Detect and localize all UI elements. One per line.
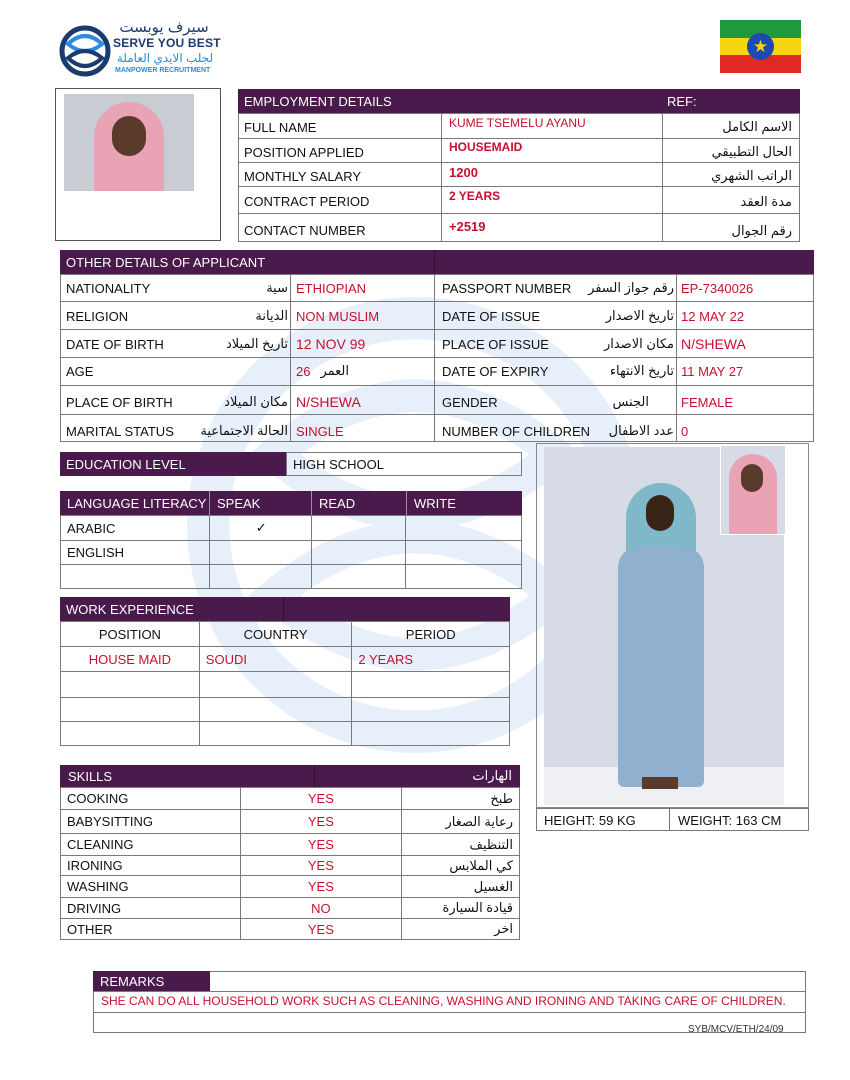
monthly-salary-value: 1200 bbox=[449, 165, 478, 180]
place-of-birth-value: N/SHEWA bbox=[296, 394, 361, 410]
work-row-period: 2 YEARS bbox=[352, 647, 510, 672]
position-applied-label: POSITION APPLIED bbox=[244, 145, 364, 160]
skill-name: DRIVING bbox=[61, 898, 241, 919]
other-details-table bbox=[60, 274, 814, 442]
work-col-period: PERIOD bbox=[352, 622, 510, 647]
ethiopia-flag bbox=[720, 20, 801, 73]
contract-period-label: CONTRACT PERIOD bbox=[244, 194, 370, 209]
language-row-write bbox=[406, 516, 522, 541]
work-row-country bbox=[199, 698, 352, 722]
place-of-birth-label: PLACE OF BIRTH bbox=[66, 395, 173, 410]
inset-photo bbox=[720, 445, 786, 535]
gender-label: GENDER bbox=[442, 395, 498, 410]
work-row-country: SOUDI bbox=[199, 647, 352, 672]
passport-photo-frame bbox=[55, 88, 221, 241]
skills-table bbox=[60, 787, 520, 940]
weight-value: WEIGHT: 163 CM bbox=[678, 813, 782, 828]
work-row-country bbox=[199, 722, 352, 746]
skill-value: YES bbox=[240, 919, 401, 940]
gender-arabic: الجنس bbox=[612, 394, 649, 409]
date-of-expiry-label: DATE OF EXPIRY bbox=[442, 364, 549, 379]
work-row-country bbox=[199, 672, 352, 698]
work-experience-header: WORK EXPERIENCE bbox=[60, 597, 510, 621]
language-row-speak bbox=[209, 565, 311, 589]
date-of-birth-arabic: تاريخ الميلاد bbox=[225, 336, 288, 351]
place-of-birth-arabic: مكان الميلاد bbox=[224, 394, 288, 409]
contact-number-value: +2519 bbox=[449, 219, 486, 234]
language-row-name: ENGLISH bbox=[61, 541, 210, 565]
number-of-children-value: 0 bbox=[681, 424, 689, 439]
skills-header-arabic: الهارات bbox=[472, 768, 512, 783]
marital-status-value: SINGLE bbox=[296, 424, 344, 439]
full-name-label: FULL NAME bbox=[244, 120, 317, 135]
position-applied-value: HOUSEMAID bbox=[449, 140, 523, 154]
number-of-children-arabic: عدد الاطفال bbox=[608, 423, 674, 438]
skill-name: OTHER bbox=[61, 919, 241, 940]
skill-arabic: طبخ bbox=[402, 788, 520, 810]
position-applied-arabic: الحال التطبيقي bbox=[711, 144, 792, 159]
date-of-issue-value: 12 MAY 22 bbox=[681, 309, 745, 324]
date-of-issue-label: DATE OF ISSUE bbox=[442, 309, 540, 324]
skill-value: YES bbox=[240, 876, 401, 898]
education-label: EDUCATION LEVEL bbox=[60, 452, 286, 476]
skill-value: NO bbox=[240, 898, 401, 919]
place-of-issue-value: N/SHEWA bbox=[681, 336, 746, 352]
skill-arabic: الغسيل bbox=[402, 876, 520, 898]
work-row-position: HOUSE MAID bbox=[61, 647, 200, 672]
work-row-period bbox=[352, 722, 510, 746]
language-header bbox=[60, 491, 522, 515]
employment-table bbox=[238, 113, 800, 242]
language-row-write bbox=[406, 565, 522, 589]
language-row-read bbox=[311, 541, 406, 565]
education-value: HIGH SCHOOL bbox=[293, 457, 385, 472]
language-row-speak: ✓ bbox=[209, 516, 311, 541]
remarks-header: REMARKS bbox=[93, 971, 210, 992]
language-table bbox=[60, 515, 522, 589]
contract-period-arabic: مدة العقد bbox=[740, 194, 792, 209]
company-logo bbox=[58, 20, 228, 82]
employment-header: EMPLOYMENT DETAILS REF: bbox=[238, 89, 800, 113]
date-of-birth-label: DATE OF BIRTH bbox=[66, 337, 164, 352]
language-row-read bbox=[311, 516, 406, 541]
work-row-position bbox=[61, 672, 200, 698]
language-row-read bbox=[311, 565, 406, 589]
skill-arabic: كي الملابس bbox=[402, 856, 520, 876]
logo-arabic-sub: لجلب الايدي العاملة bbox=[116, 51, 214, 65]
logo-name: SERVE YOU BEST bbox=[113, 36, 221, 50]
age-arabic: العمر bbox=[320, 363, 349, 378]
monthly-salary-arabic: الراتب الشهري bbox=[711, 168, 792, 183]
age-value: 26 bbox=[296, 364, 311, 379]
contact-number-arabic: رقم الجوال bbox=[731, 223, 792, 238]
skill-arabic: قيادة السيارة bbox=[402, 898, 520, 919]
full-name-arabic: الاسم الكامل bbox=[722, 119, 792, 134]
skill-value: YES bbox=[240, 856, 401, 876]
skill-name: COOKING bbox=[61, 788, 241, 810]
remarks-text: SHE CAN DO ALL HOUSEHOLD WORK SUCH AS CLEANING, WASHING AND IRONING AND TAKING CARE OF CHILDREN. bbox=[101, 994, 786, 1008]
other-details-header: OTHER DETAILS OF APPLICANT bbox=[60, 250, 814, 274]
height-value: HEIGHT: 59 KG bbox=[544, 813, 636, 828]
nationality-value: ETHIOPIAN bbox=[296, 281, 367, 296]
religion-value: NON MUSLIM bbox=[296, 309, 380, 324]
logo-sub: MANPOWER RECRUITMENT bbox=[115, 67, 211, 74]
date-of-issue-arabic: تاريخ الاصدار bbox=[605, 308, 674, 323]
language-col-name: LANGUAGE LITERACY bbox=[67, 496, 207, 511]
work-col-position: POSITION bbox=[61, 622, 200, 647]
flag-emblem: ★ bbox=[747, 33, 774, 60]
passport-photo bbox=[64, 94, 194, 191]
skills-header: SKILLS الهارات bbox=[60, 765, 520, 787]
work-row-position bbox=[61, 722, 200, 746]
passport-number-value: EP-7340026 bbox=[681, 281, 754, 296]
work-row-position bbox=[61, 698, 200, 722]
footer-reference: SYB/MCV/ETH/24/09 bbox=[688, 1024, 784, 1035]
language-col-speak: SPEAK bbox=[217, 496, 261, 511]
work-col-country: COUNTRY bbox=[199, 622, 352, 647]
marital-status-arabic: الحالة الاجتماعية bbox=[200, 423, 288, 438]
contact-number-label: CONTACT NUMBER bbox=[244, 223, 366, 238]
marital-status-label: MARITAL STATUS bbox=[66, 424, 174, 439]
ref-label: REF: bbox=[667, 94, 697, 109]
place-of-issue-label: PLACE OF ISSUE bbox=[442, 337, 549, 352]
language-row-name bbox=[61, 565, 210, 589]
skill-name: CLEANING bbox=[61, 834, 241, 856]
weight-cell bbox=[669, 808, 809, 831]
work-row-period bbox=[352, 698, 510, 722]
skill-arabic: اخر bbox=[402, 919, 520, 940]
skill-name: IRONING bbox=[61, 856, 241, 876]
full-body-photo-frame bbox=[536, 443, 809, 808]
nationality-arabic: سية bbox=[266, 280, 288, 295]
religion-label: RELIGION bbox=[66, 309, 129, 324]
language-row-speak bbox=[209, 541, 311, 565]
logo-arabic: سيرف يوبست bbox=[119, 19, 209, 36]
company-logo-icon bbox=[58, 24, 112, 78]
skill-name: WASHING bbox=[61, 876, 241, 898]
work-experience-table bbox=[60, 621, 510, 746]
number-of-children-label: NUMBER OF CHILDREN bbox=[442, 424, 591, 439]
skill-arabic: التنظيف bbox=[402, 834, 520, 856]
passport-number-label: PASSPORT NUMBER bbox=[442, 281, 572, 296]
height-cell bbox=[536, 808, 670, 831]
date-of-birth-value: 12 NOV 99 bbox=[296, 336, 366, 352]
skill-value: YES bbox=[240, 788, 401, 810]
work-row-period bbox=[352, 672, 510, 698]
age-label: AGE bbox=[66, 364, 94, 379]
education-value-cell bbox=[286, 452, 522, 476]
date-of-expiry-arabic: تاريخ الانتهاء bbox=[609, 363, 674, 378]
skill-arabic: رعاية الصغار bbox=[402, 810, 520, 834]
gender-value: FEMALE bbox=[681, 395, 734, 410]
language-row-name: ARABIC bbox=[61, 516, 210, 541]
nationality-label: NATIONALITY bbox=[66, 281, 151, 296]
date-of-expiry-value: 11 MAY 27 bbox=[681, 364, 744, 379]
passport-number-arabic: رقم جواز السفر bbox=[588, 280, 674, 295]
language-col-write: WRITE bbox=[414, 496, 456, 511]
skill-value: YES bbox=[240, 834, 401, 856]
full-name-value: KUME TSEMELU AYANU bbox=[449, 116, 586, 130]
language-col-read: READ bbox=[319, 496, 356, 511]
religion-arabic: الديانة bbox=[255, 308, 288, 323]
skill-value: YES bbox=[240, 810, 401, 834]
language-row-write bbox=[406, 541, 522, 565]
contract-period-value: 2 YEARS bbox=[449, 189, 501, 203]
monthly-salary-label: MONTHLY SALARY bbox=[244, 169, 362, 184]
place-of-issue-arabic: مكان الاصدار bbox=[603, 336, 674, 351]
skill-name: BABYSITTING bbox=[61, 810, 241, 834]
